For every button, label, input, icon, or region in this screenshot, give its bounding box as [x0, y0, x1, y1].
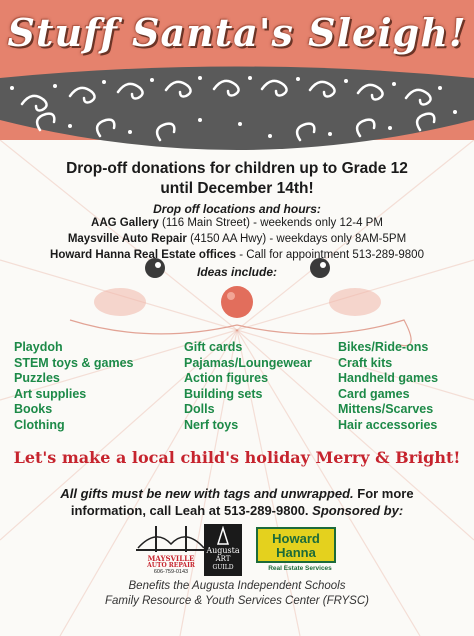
- maysville-phone: 606-759-0143: [153, 569, 189, 575]
- list-item: Books: [14, 402, 53, 416]
- list-item: Craft kits: [338, 355, 393, 370]
- howard-hanna-badge: [256, 527, 336, 563]
- list-item: Playdoh: [14, 340, 63, 354]
- list-item: Handheld games: [338, 371, 439, 385]
- holiday-slogan: Let's make a local child's holiday Merry & Bright!: [13, 448, 461, 467]
- gifts-note: All gifts must be new with tags and unwrapped. For more information, call Leah at 513-289-9800. Sponsored by:: [60, 486, 414, 518]
- list-item: Card games: [338, 386, 410, 401]
- poster-title: Stuff Santa's Sleigh!: [7, 10, 467, 55]
- augusta-guild: GUILD: [212, 564, 234, 571]
- howard-hanna-subtitle: Real Estate Services: [268, 565, 332, 572]
- ideas-heading: Ideas include:: [196, 265, 278, 279]
- howard-hanna-logo: [254, 527, 346, 577]
- list-item: Gift cards: [184, 340, 243, 354]
- list-item: Clothing: [14, 417, 65, 432]
- list-item: Mittens/Scarves: [338, 402, 434, 416]
- headline-deadline: until December 14th!: [160, 180, 314, 197]
- list-item: Nerf toys: [184, 417, 239, 432]
- list-item: Hair accessories: [338, 417, 438, 432]
- list-item: Art supplies: [14, 386, 87, 401]
- list-item: Pajamas/Loungewear: [184, 355, 312, 370]
- list-item: Building sets: [184, 386, 263, 401]
- augusta-name: Augusta: [206, 546, 240, 555]
- headline-grade: Drop-off donations for children up to Grade 12: [66, 160, 408, 177]
- location-howard: Howard Hanna Real Estate offices - Call for appointment 513-289-9800: [50, 249, 424, 261]
- list-item: Bikes/Ride-ons: [338, 340, 429, 354]
- list-item: Dolls: [184, 402, 215, 416]
- ideas-column-3: [338, 340, 438, 433]
- list-item: Action figures: [184, 371, 269, 385]
- list-item: STEM toys & games: [14, 355, 134, 370]
- bridge-icon: [136, 524, 206, 554]
- benefits-note: Benefits the Augusta Independent Schools Family Resource & Youth Services Center (FRYSC): [105, 580, 369, 607]
- ideas-column-2: [184, 340, 312, 433]
- augusta-art-guild-logo: [204, 524, 242, 576]
- maysville-auto-repair-logo: [136, 524, 206, 576]
- location-maysville: Maysville Auto Repair (4150 AA Hwy) - weekdays only 8AM-5PM: [67, 233, 407, 245]
- hanna-name: Hanna: [276, 545, 316, 560]
- list-item: Puzzles: [14, 371, 60, 385]
- guild-emblem-icon: [204, 526, 242, 546]
- augusta-art: ART: [215, 555, 231, 563]
- maysville-name: MAYSVILLE: [147, 554, 195, 563]
- ideas-column-1: [14, 340, 133, 433]
- maysville-subtitle: AUTO REPAIR: [147, 562, 195, 569]
- howard-name: Howard: [272, 531, 320, 546]
- dropoff-heading: Drop off locations and hours:: [153, 202, 321, 216]
- location-aag: AAG Gallery (116 Main Street) - weekends only 12-4 PM: [91, 217, 383, 229]
